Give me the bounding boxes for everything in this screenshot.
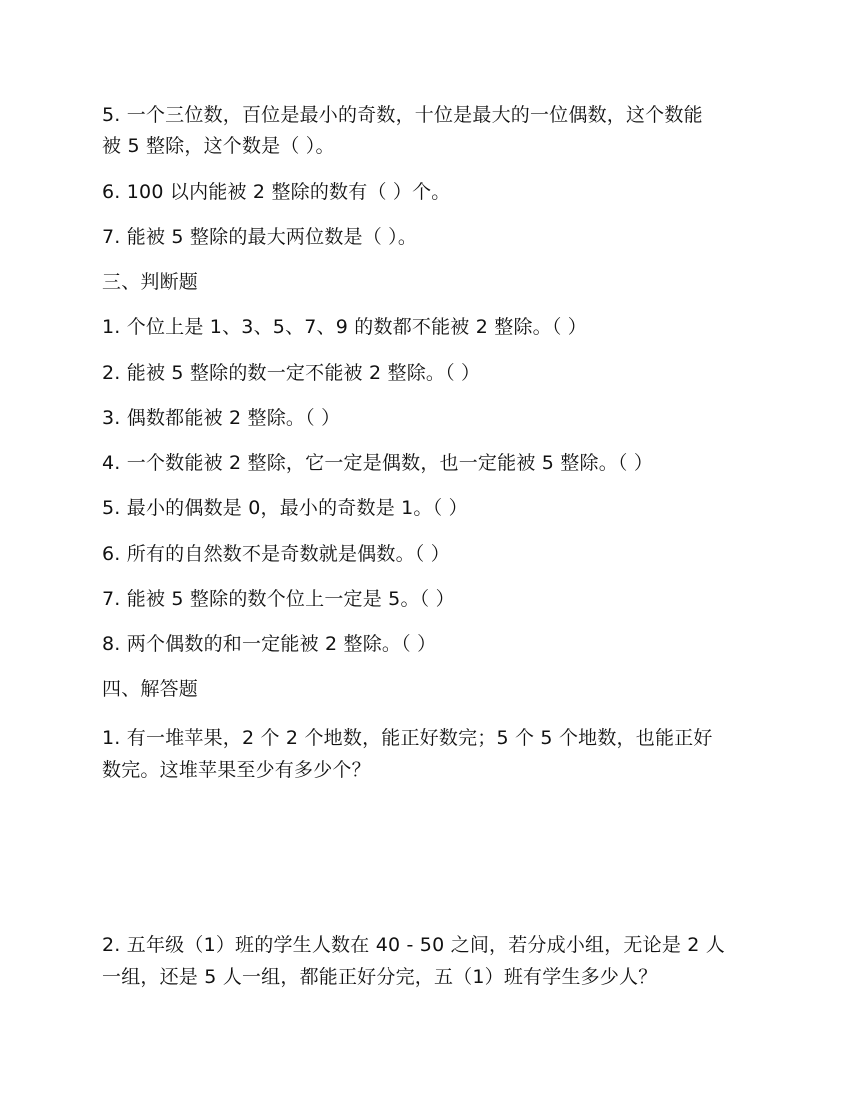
question-judge-1: 1. 个位上是 1、3、5、7、9 的数都不能被 2 整除。（ ） — [102, 316, 587, 338]
question-fill-7: 7. 能被 5 整除的最大两位数是（ ）。 — [102, 226, 418, 248]
question-answer-2-line2: 一组，还是 5 人一组，都能正好分完，五（1）班有学生多少人？ — [102, 966, 658, 988]
question-judge-3: 3. 偶数都能被 2 整除。（ ） — [102, 407, 341, 429]
question-judge-4: 4. 一个数能被 2 整除，它一定是偶数，也一定能被 5 整除。（ ） — [102, 452, 654, 474]
question-answer-1-line1: 1. 有一堆苹果，2 个 2 个地数，能正好数完；5 个 5 个地数，也能正好 — [102, 727, 713, 749]
question-fill-6: 6. 100 以内能被 2 整除的数有（ ）个。 — [102, 181, 451, 203]
question-judge-5: 5. 最小的偶数是 0，最小的奇数是 1。（ ） — [102, 497, 468, 519]
question-answer-1-line2: 数完。这堆苹果至少有多少个？ — [102, 759, 371, 781]
question-answer-2-line1: 2. 五年级（1）班的学生人数在 40 - 50 之间，若分成小组，无论是 2 人 — [102, 934, 725, 956]
question-judge-8: 8. 两个偶数的和一定能被 2 整除。（ ） — [102, 633, 437, 655]
section-heading-judgment: 三、判断题 — [102, 271, 199, 293]
question-judge-2: 2. 能被 5 整除的数一定不能被 2 整除。（ ） — [102, 362, 481, 384]
section-heading-answer: 四、解答题 — [102, 678, 199, 700]
question-judge-6: 6. 所有的自然数不是奇数就是偶数。（ ） — [102, 543, 450, 565]
question-fill-5-line1: 5. 一个三位数，百位是最小的奇数，十位是最大的一位偶数，这个数能 — [102, 104, 703, 126]
question-fill-5-line2: 被 5 整除，这个数是（ ）。 — [102, 135, 335, 157]
question-judge-7: 7. 能被 5 整除的数个位上一定是 5。（ ） — [102, 588, 455, 610]
